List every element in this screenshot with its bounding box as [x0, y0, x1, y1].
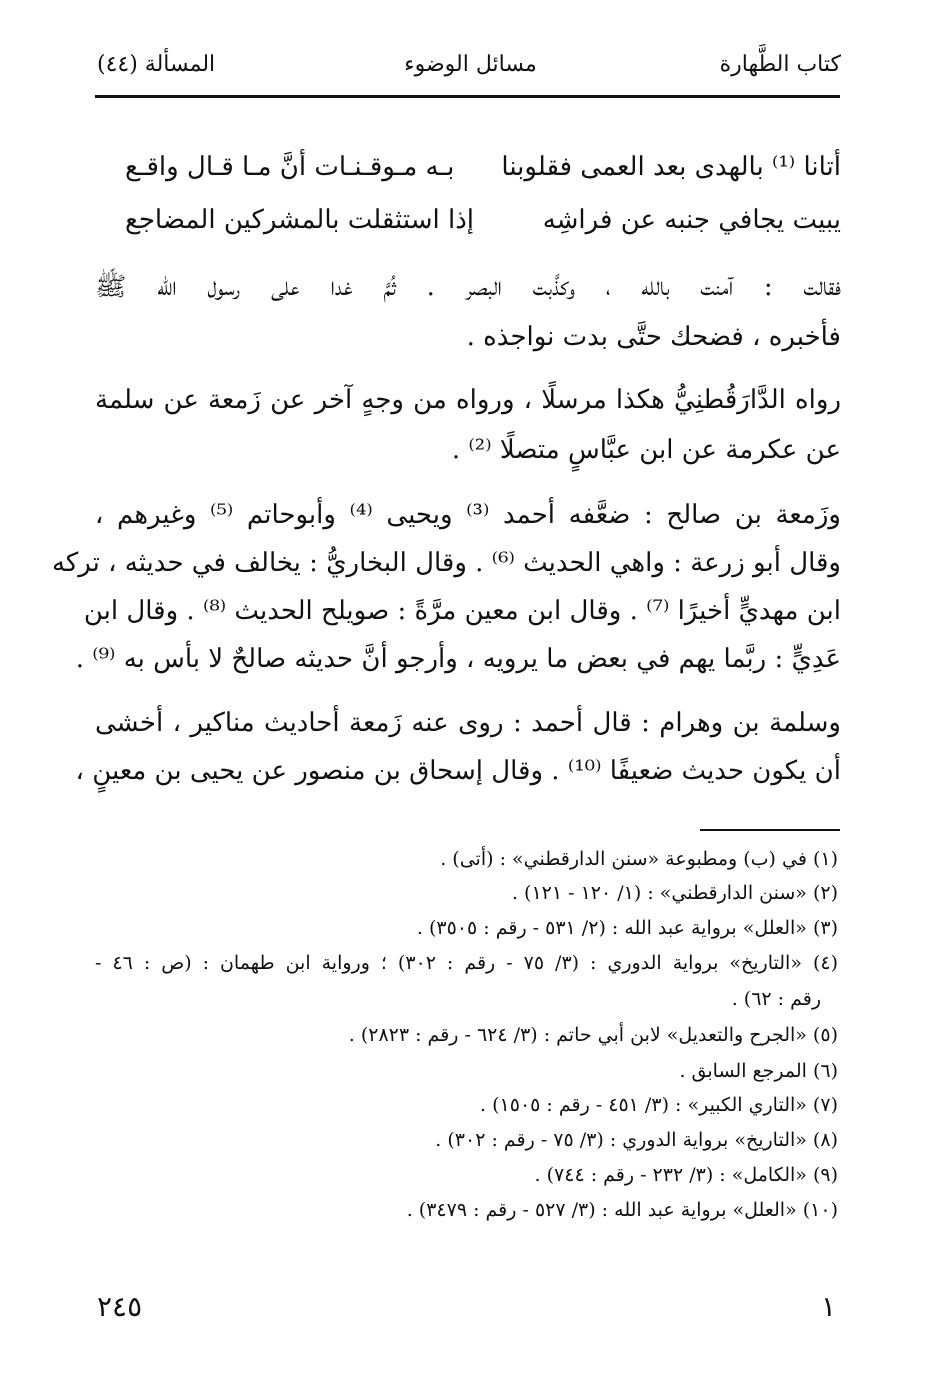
- footnote-4-continuation: رقم : ٦٢) .: [731, 988, 821, 1010]
- paragraph-line: وزَمعة بن صالح : ضعَّفه أحمد ⁽³⁾ ويحيى ⁽⁴⁾ وأبوحاتم ⁽⁵⁾ وغيرهم ،: [95, 500, 841, 530]
- footnote-9: (٩) «الكامل» : (٣/ ٢٣٢ - رقم : ٧٤٤) .: [534, 1164, 838, 1186]
- footnote-8: (٨) «التاريخ» برواية الدوري : (٣/ ٧٥ - رقم : ٣٠٢) .: [435, 1129, 838, 1151]
- footnote-4: (٤) «التاريخ» برواية الدوري : (٣/ ٧٥ - رقم : ٣٠٢) ؛ ورواية ابن طهمان : (ص : ٤٦ -: [95, 952, 838, 974]
- verse-1-second-hemistich: بـه مـوقـنـات أنَّ مـا قـال واقـع: [125, 152, 455, 182]
- footnote-separator: [700, 829, 840, 831]
- verse-2-first-hemistich: يبيت يجافي جنبه عن فراشِه: [542, 205, 841, 235]
- page-number: ٢٤٥: [97, 1290, 143, 1323]
- footnote-6: (٦) المرجع السابق .: [679, 1060, 838, 1082]
- footnote-5: (٥) «الجرح والتعديل» لابن أبي حاتم : (٣/ ٦٢٤ - رقم : ٢٨٢٣) .: [348, 1024, 838, 1046]
- footnote-10: (١٠) «العلل» برواية عبد الله : (٣/ ٥٢٧ - رقم : ٣٤٧٩) .: [406, 1199, 838, 1221]
- header-chapter-title: مسائل الوضوء: [404, 52, 537, 77]
- footnote-7: (٧) «التاري الكبير» : (٣/ ٤٥١ - رقم : ١٥٠٥) .: [480, 1094, 838, 1116]
- paragraph-line: عن عكرمة عن ابن عبَّاسٍ متصلًا ⁽²⁾ .: [451, 435, 841, 465]
- footnote-3: (٣) «العلل» برواية عبد الله : (٢/ ٥٣١ - رقم : ٣٥٠٥) .: [416, 917, 838, 939]
- paragraph-line: عَدِيٍّ : ربَّما يهم في بعض ما يرويه ، وأرجو أنَّ حديثه صالحٌ لا بأس به ⁽⁹⁾ .: [75, 644, 841, 674]
- paragraph-line: فأخبره ، فضحك حتَّى بدت نواجذه .: [466, 322, 841, 352]
- verse-1-first-hemistich: أتانا ⁽¹⁾ بالهدى بعد العمى فقلوبنا: [501, 152, 841, 182]
- signature-number: ١: [820, 1290, 836, 1323]
- paragraph-line: رواه الدَّارَقُطنِيُّ هكذا مرسلًا ، ورواه من وجهٍ آخر عن زَمعة عن سلمة: [95, 385, 841, 415]
- paragraph-line: وقال أبو زرعة : واهي الحديث ⁽⁶⁾ . وقال البخاريُّ : يخالف في حديثه ، تركه: [51, 548, 841, 578]
- verse-2-second-hemistich: إذا استثقلت بالمشركين المضاجع: [125, 205, 475, 235]
- header-book-title: كتاب الطَّهارة: [719, 52, 841, 77]
- footnote-1: (١) في (ب) ومطبوعة «سنن الدارقطني» : (أتى) .: [440, 848, 838, 870]
- footnote-2: (٢) «سنن الدارقطني» : (١/ ١٢٠ - ١٢١) .: [511, 882, 838, 904]
- paragraph-line: فقالت : آمنت بالله ، وكذَّبت البصر . ثُمَّ غدا على رسول الله ﷺ: [95, 272, 841, 302]
- paragraph-line: أن يكون حديث ضعيفًا ⁽¹⁰⁾ . وقال إسحاق بن منصور عن يحيى بن معينٍ ،: [75, 756, 841, 786]
- paragraph-line: ابن مهديٍّ أخيرًا ⁽⁷⁾ . وقال ابن معين مرَّةً : صويلح الحديث ⁽⁸⁾ . وقال ابن: [83, 596, 841, 626]
- paragraph-line: وسلمة بن وهرام : قال أحمد : روى عنه زَمعة أحاديث مناكير ، أخشى: [95, 708, 841, 738]
- header-issue-number: المسألة (٤٤): [97, 52, 216, 77]
- header-rule: [95, 95, 840, 98]
